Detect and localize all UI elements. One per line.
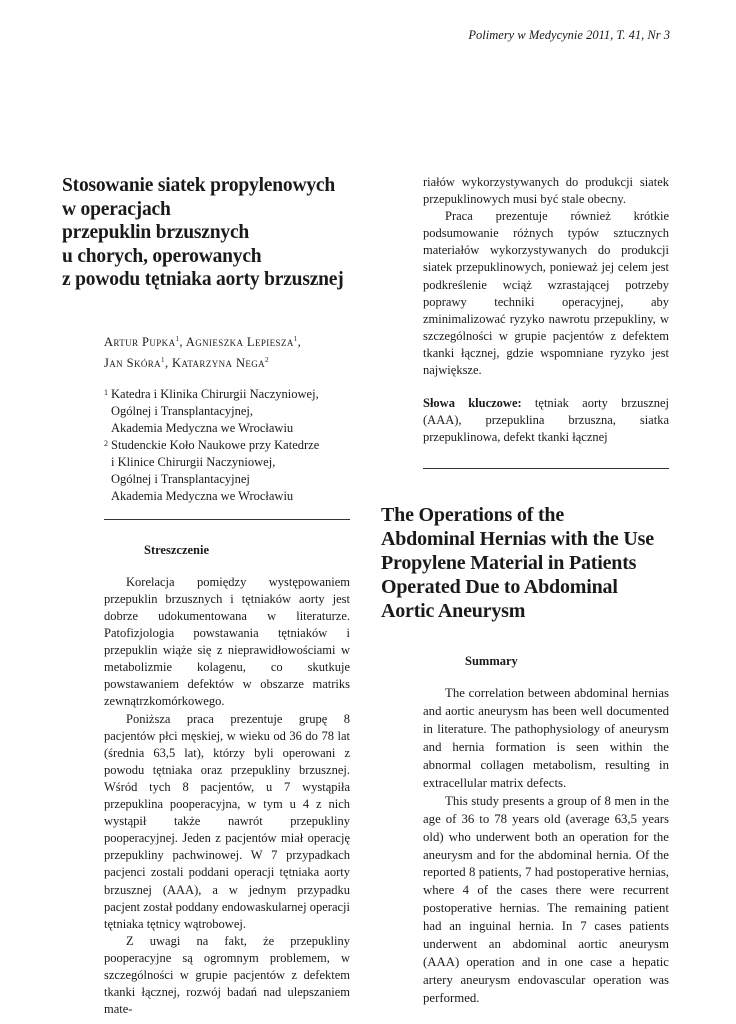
abstract-body: [104, 574, 350, 1018]
summary-body: [423, 685, 669, 1007]
title-line: Abdominal Hernias with the Use: [381, 528, 654, 551]
keywords-text: tętniak aorty brzusznej (AAA), przepuklina brzuszna, siatka przepuklinowa, defekt tkanki łącznej: [423, 396, 670, 445]
affiliation-text: [111, 437, 319, 505]
affiliation-number: 2: [104, 438, 108, 448]
keywords-label: Słowa kluczowe:: [423, 396, 522, 411]
affiliation-line: Akademia Medyczna we Wrocławiu: [111, 420, 294, 435]
author-sep: ,: [164, 355, 173, 370]
affiliation-line: i Klinice Chirurgii Naczyniowej,: [111, 454, 276, 469]
abstract-paragraph: Korelacja pomiędzy występowaniem przepuklin brzusznych i tętniaków aorty jest dobrze udokumentowana w literaturze. Patofizjologia powstawania tętniaków i przepuklin wiąże się z nieprawidłowościami w metabolizmie kolagenu, co skutkuje powstawaniem defektów w obszarze matriks zewnątrzkomórkowego.: [104, 574, 350, 709]
author-name: Agnieszka Lepiesza: [185, 334, 294, 349]
affiliation-line: Studenckie Koło Naukowe przy Katedrze: [111, 437, 320, 452]
english-title: [381, 503, 669, 623]
abstract-paragraph: Z uwagi na fakt, że przepukliny pooperacyjne są ogromnym problemem, w szczególności w grupie pacjentów z defektem tkanki łącznej, rozwój badań nad ulepszaniem mate-: [104, 933, 350, 1017]
title-line: z powodu tętniaka aorty brzusznej: [62, 269, 344, 290]
abstract-heading: Streszczenie: [144, 542, 210, 557]
section-divider: [423, 468, 669, 469]
author-name: Katarzyna Nega: [172, 355, 266, 370]
author-sup: 1: [293, 334, 298, 343]
title-line: The Operations of the: [381, 504, 565, 527]
title-line: przepuklin brzusznych: [62, 222, 250, 243]
author-name: Jan Skóra: [104, 355, 162, 370]
authors-line: [104, 330, 348, 351]
title-line: Propylene Material in Patients: [381, 552, 637, 575]
affiliation-line: Katedra i Klinika Chirurgii Naczyniowej,: [111, 386, 319, 401]
abstract-paragraph: Poniższa praca prezentuje grupę 8 pacjentów płci męskiej, w wieku od 36 do 78 lat (średnia 63,5 lat), którzy byli operowani z powodu tętniaka oraz przepukliny brzusznej. Wśród tych 8 pacjentów, u 7 wystąpiła przepuklina pooperacyjna, w tym u 4 z nich wystąpił także nawrót przepukliny pooperacyjnej. Jeden z pacjentów miał operację przepukliny pachwinowej. W 7 przypadkach pacjenci zostali poddani operacji tętniaka aorty brzusznej (AAA), a w jednym przypadku pacjent został poddany endowaskularnej operacji tętniaka tętnicy wątrobowej.: [104, 711, 350, 931]
author-sup: 2: [265, 355, 269, 364]
polish-title: [62, 174, 348, 292]
abstract-continuation: [423, 174, 669, 446]
affiliation: [104, 386, 348, 437]
continuation-paragraph: riałów wykorzystywanych do produkcji siatek przepuklinowych musi być stale obecny.: [423, 175, 669, 207]
affiliation-line: Ogólnej i Transplantacyjnej: [111, 471, 250, 486]
author-sep: ,: [179, 334, 186, 349]
author-sep: ,: [297, 334, 302, 349]
title-line: Aortic Aneurysm: [381, 600, 526, 623]
author-sup: 1: [161, 355, 165, 364]
title-line: Operated Due to Abdominal: [381, 576, 618, 599]
summary-heading: Summary: [465, 654, 518, 669]
affiliation-number: 1: [104, 387, 108, 397]
affiliation-line: Akademia Medyczna we Wrocławiu: [111, 488, 294, 503]
author-name: Artur Pupka: [104, 334, 176, 349]
authors-line: [104, 351, 348, 372]
affiliation: [104, 437, 348, 505]
affiliations: [104, 386, 348, 505]
section-divider: [104, 519, 350, 520]
right-column: [381, 174, 669, 1008]
title-line: Stosowanie siatek propylenowych: [62, 175, 335, 196]
affiliation-text: [111, 386, 319, 437]
left-column: [62, 174, 348, 1018]
summary-paragraph: The correlation between abdominal hernias and aortic aneurysm has been well documented in literature. The pathophysiology of aneurysm and hernia formation is seen within the abnormal collagen metabolism, resulting in extracellular matrix defects.: [423, 686, 669, 790]
affiliation-line: Ogólnej i Transplantacyjnej,: [111, 403, 253, 418]
journal-citation: Polimery w Medycynie 2011, T. 41, Nr 3: [468, 28, 670, 42]
authors: [104, 330, 348, 372]
summary-paragraph: This study presents a group of 8 men in the age of 36 to 78 years old (average 63,5 years old) who underwent both an operation for the aneurysm and for the abdominal hernia. Of the reported 8 patients, 7 had postoperative hernias, where 4 of the cases there were recurrent postoperative hernias. The remaining patient had an inguinal hernia. In 7 cases patients underwent an abdominal aortic aneurysm (AAA) operation and in one case a hepatic artery aneurysm endovascular operation was performed.: [423, 793, 669, 1005]
title-line: w operacjach: [62, 198, 171, 220]
title-line: u chorych, operowanych: [62, 245, 262, 267]
author-sup: 1: [175, 334, 180, 343]
keywords: [423, 395, 669, 446]
abstract-paragraph: Praca prezentuje również krótkie podsumowanie różnych typów sztucznych materiałów wykorzystywanych do produkcji siatek przepuklinowych, ponieważ jej celem jest podkreślenie wciąż wzrastającej potrzeby poprawy techniki operacyjnej, aby zminimalizować ryzyko nawrotu przepukliny, w szczególności w grupie pacjentów z defektem tkanki łącznej, gdzie wspomniane ryzyko jest największe.: [423, 209, 669, 378]
